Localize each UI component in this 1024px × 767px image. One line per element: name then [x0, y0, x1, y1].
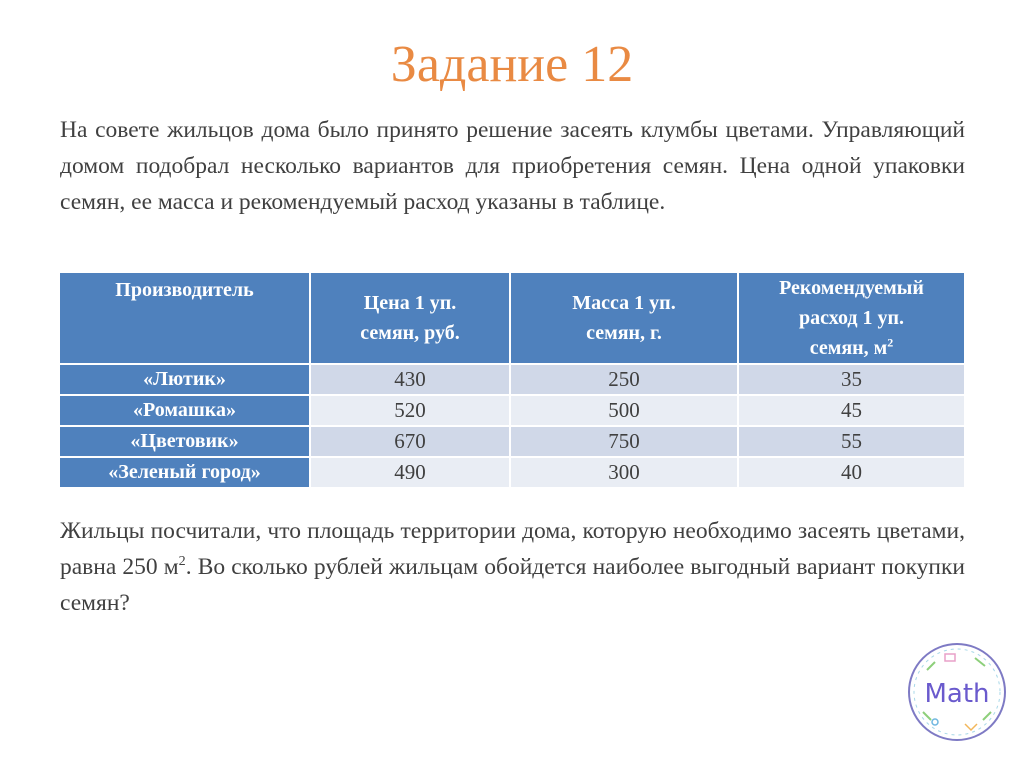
task-intro: На совете жильцов дома было принято решение засеять клумбы цветами. Управляющий домом подобрал несколько вариантов для приобретения семян. Цена одной упаковки семян, ее масса и рекомендуемый расход указаны в таблице.: [60, 117, 965, 215]
header-price: Цена 1 уп. семян, руб.: [310, 272, 510, 364]
task-question: Жильцы посчитали, что площадь территории дома, которую необходимо засеять цветами, равна 250 $м^2$. Во сколько рублей жильцам обойдется наиболее выгодный вариант покупки семян?: [60, 518, 965, 616]
usage-cell: 55: [738, 426, 965, 457]
table-row: [59, 426, 965, 457]
table-row: [59, 457, 965, 488]
logo-text: Math: [924, 679, 990, 709]
table-row: [59, 395, 965, 426]
producer-cell: «Зеленый город»: [59, 457, 310, 488]
producer-cell: «Ромашка»: [59, 395, 310, 426]
price-cell: 430: [310, 364, 510, 395]
usage-cell: 40: [738, 457, 965, 488]
table-header-row: [59, 272, 965, 364]
usage-cell: 45: [738, 395, 965, 426]
producer-cell: «Лютик»: [59, 364, 310, 395]
header-producer: Производитель: [59, 272, 310, 364]
mass-cell: 250: [510, 364, 738, 395]
price-cell: 490: [310, 457, 510, 488]
mass-cell: 300: [510, 457, 738, 488]
price-cell: 520: [310, 395, 510, 426]
mass-cell: 750: [510, 426, 738, 457]
producer-cell: «Цветовик»: [59, 426, 310, 457]
mass-cell: 500: [510, 395, 738, 426]
seeds-table: [59, 272, 965, 488]
price-cell: 670: [310, 426, 510, 457]
header-mass: Масса 1 уп. семян, г.: [510, 272, 738, 364]
table-row: [59, 364, 965, 395]
slide-title: Задание 12: [390, 36, 634, 93]
header-usage: Рекомендуемый расход 1 уп. семян, $м^2$: [738, 272, 965, 364]
usage-cell: 35: [738, 364, 965, 395]
math-logo-icon: [905, 640, 1009, 744]
